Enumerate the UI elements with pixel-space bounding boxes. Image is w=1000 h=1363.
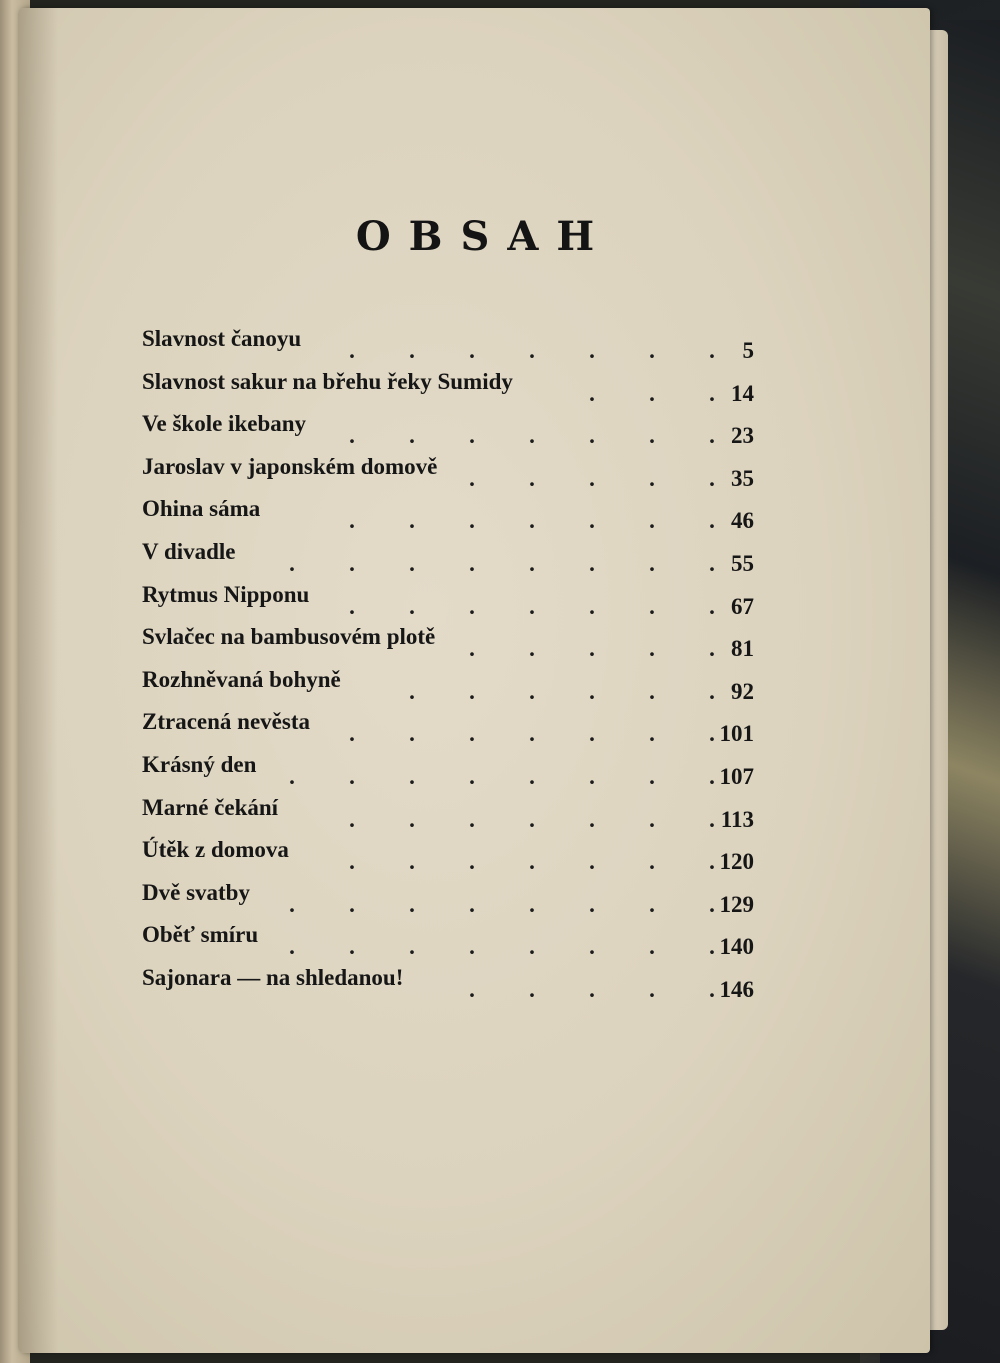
toc-entry-page: 5 xyxy=(742,338,754,363)
leader-dots: . . . . . xyxy=(469,636,715,662)
toc-entry xyxy=(142,496,754,539)
book-page xyxy=(18,8,930,1353)
toc-entry xyxy=(142,454,754,497)
toc-entry-page: 146 xyxy=(719,976,754,1002)
toc-entry xyxy=(142,795,754,838)
toc-entry-page: 101 xyxy=(719,721,754,747)
leader-dots: . . . . . . . xyxy=(349,849,715,875)
toc-entry xyxy=(142,752,754,795)
toc-entry-page: 55 xyxy=(731,550,754,576)
toc-entry-page: 23 xyxy=(731,423,754,449)
toc-entry-page: 67 xyxy=(731,593,754,619)
leader-dots: . . . . . . . xyxy=(349,806,715,832)
toc-entry-title: Útěk z domova xyxy=(142,837,289,863)
leader-dots: . . . . . . . xyxy=(349,338,715,363)
toc-entry-title: Marné čekání xyxy=(142,794,279,820)
leader-dots: . . . . . xyxy=(469,465,715,491)
toc-entry-title: Ohina sáma xyxy=(142,496,261,522)
toc-entry xyxy=(142,667,754,710)
toc-entry-title: Slavnost čanoyu xyxy=(142,326,302,351)
toc-entry-title: Svlačec na bambusovém plotě xyxy=(142,624,436,650)
toc-entry xyxy=(142,369,754,412)
table-of-contents xyxy=(142,326,754,1008)
toc-entry-title: Oběť smíru xyxy=(142,922,259,948)
toc-heading: OBSAH xyxy=(355,213,613,260)
toc-entry-title: Jaroslav v japonském domově xyxy=(142,453,438,479)
toc-entry-page: 14 xyxy=(731,380,754,406)
leader-dots: . . . . . . . . xyxy=(289,934,715,960)
toc-entry xyxy=(142,965,754,1008)
leader-dots: . . . . . . . . xyxy=(289,891,715,917)
toc-entry-page: 120 xyxy=(719,849,754,875)
toc-entry xyxy=(142,624,754,667)
toc-entry-page: 81 xyxy=(731,636,754,662)
toc-entry-page: 140 xyxy=(719,934,754,960)
leader-dots: . . . . . . . . xyxy=(289,763,715,789)
leader-dots: . . . . . . xyxy=(409,678,715,704)
leader-dots: . . . . . . . xyxy=(349,593,715,619)
toc-entry-title: Ztracená nevěsta xyxy=(142,709,310,735)
toc-entry-page: 107 xyxy=(719,763,754,789)
leader-dots: . . . . . . . xyxy=(349,721,715,747)
leader-dots: . . . xyxy=(589,380,715,406)
leader-dots: . . . . . . . . xyxy=(289,550,715,576)
toc-entry-page: 113 xyxy=(720,806,754,832)
toc-entry-title: V divadle xyxy=(142,538,236,564)
toc-entry xyxy=(142,709,754,752)
toc-entry-page: 46 xyxy=(731,508,754,534)
toc-entry xyxy=(142,837,754,880)
leader-dots: . . . . . . . xyxy=(349,423,715,449)
toc-entry xyxy=(142,326,754,369)
toc-entry xyxy=(142,539,754,582)
toc-entry-title: Ve škole ikebany xyxy=(142,411,307,437)
toc-entry xyxy=(142,411,754,454)
toc-entry-title: Rytmus Nipponu xyxy=(142,581,310,607)
toc-entry xyxy=(142,880,754,923)
toc-entry-title: Dvě svatby xyxy=(142,879,250,905)
toc-entry xyxy=(142,582,754,625)
toc-entry-page: 92 xyxy=(731,678,754,704)
toc-entry-title: Krásný den xyxy=(142,751,257,777)
leader-dots: . . . . . xyxy=(469,976,715,1002)
toc-entry xyxy=(142,922,754,965)
leader-dots: . . . . . . . xyxy=(349,508,715,534)
toc-entry-title: Slavnost sakur na břehu řeky Sumidy xyxy=(142,368,513,394)
toc-entry-title: Rozhněvaná bohyně xyxy=(142,666,341,692)
toc-entry-page: 129 xyxy=(719,891,754,917)
toc-entry-page: 35 xyxy=(731,465,754,491)
toc-entry-title: Sajonara — na shledanou! xyxy=(142,964,404,990)
